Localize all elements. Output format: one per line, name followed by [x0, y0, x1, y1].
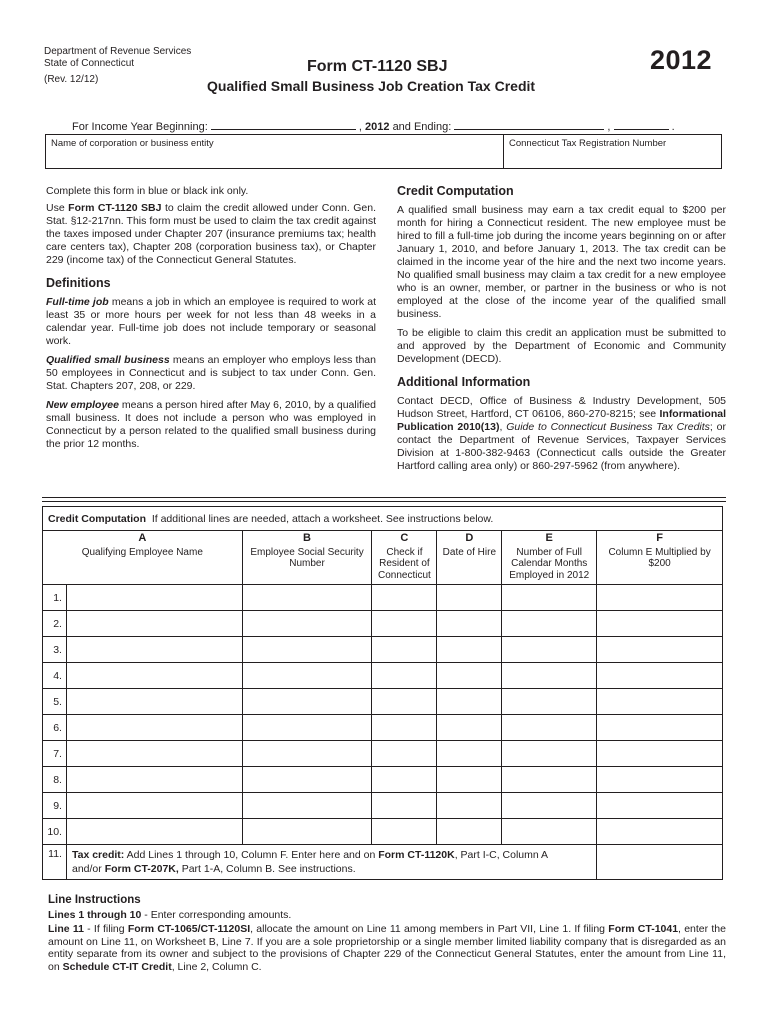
months-employed-field[interactable] [502, 793, 597, 819]
credit-computation-table [42, 506, 723, 880]
ssn-field[interactable] [242, 611, 372, 637]
addl-publication: Informational Publication 2010(13) [397, 408, 726, 433]
credit-amount-field[interactable] [597, 585, 723, 611]
def-qsb [46, 354, 376, 393]
months-employed-field[interactable] [502, 689, 597, 715]
col-e-label: Number of Full Calendar Months Employed in 2012 [509, 546, 590, 581]
hire-date-field[interactable] [437, 585, 502, 611]
employee-name-field[interactable] [66, 611, 242, 637]
agency-name [44, 46, 191, 86]
line-11-form-1: Form CT-1120K [378, 849, 455, 861]
ssn-field[interactable] [242, 689, 372, 715]
col-d-label: Date of Hire [442, 546, 497, 558]
employee-name-field[interactable] [66, 637, 242, 663]
def-new-term: New employee [46, 399, 119, 411]
line-number: 3. [43, 637, 67, 663]
col-b-header [242, 531, 372, 585]
resident-checkbox[interactable] [372, 637, 437, 663]
def-fulltime [46, 296, 376, 348]
table-header-row [43, 531, 723, 585]
col-e-header [502, 531, 597, 585]
resident-checkbox[interactable] [372, 793, 437, 819]
table-title: Credit Computation [48, 512, 146, 525]
section-divider [42, 497, 726, 502]
line-11-text-2: , Part I-C, Column A [454, 849, 549, 861]
credit-amount-field[interactable] [597, 637, 723, 663]
line-11-instr-f3: Schedule CT-IT Credit [62, 960, 172, 973]
line-number: 2. [43, 611, 67, 637]
income-year-end-year-field[interactable] [614, 118, 669, 130]
credit-amount-field[interactable] [597, 611, 723, 637]
col-f-header [597, 531, 723, 585]
line-11-form-2: Form CT-207K, [104, 863, 179, 875]
months-employed-field[interactable] [502, 637, 597, 663]
line-number: 5. [43, 689, 67, 715]
line-number: 8. [43, 767, 67, 793]
line-11-text-1: Add Lines 1 through 10, Column F. Enter here and on [124, 849, 379, 861]
hire-date-field[interactable] [437, 611, 502, 637]
ssn-field[interactable] [242, 741, 372, 767]
use-post: to claim the credit allowed under Conn. Gen. Stat. §12-217nn. This form must be used to claim the tax credit against the taxes imposed under Chapter 207 (insurance premiums tax; health care centers tax), Chapter 208 (corporation business tax), or Chapter 229 (income tax) of the Connecticut General Statutes. [46, 202, 377, 266]
table-note: If additional lines are needed, attach a worksheet. See instructions below. [151, 512, 494, 525]
income-year-ending-label: and Ending: [392, 121, 452, 133]
months-employed-field[interactable] [502, 715, 597, 741]
line-number: 4. [43, 663, 67, 689]
registration-number-field[interactable] [504, 135, 721, 168]
credit-amount-field[interactable] [597, 819, 723, 845]
use-pre: Use [46, 202, 69, 214]
col-d-header [437, 531, 502, 585]
credit-paragraph-2: To be eligible to claim this credit an application must be submitted to and approved by the Department of Economic and Community Development (DECD). [397, 327, 726, 365]
line-11-instr-t4: , Line 2, Column C. [171, 960, 262, 973]
tax-year: 2012 [650, 45, 713, 75]
use-paragraph [46, 202, 376, 267]
def-fulltime-term: Full-time job [46, 296, 109, 308]
table-row [43, 663, 723, 689]
credit-amount-field[interactable] [597, 689, 723, 715]
income-year-period: . [671, 121, 675, 133]
hire-date-field[interactable] [437, 741, 502, 767]
entity-info-box [45, 134, 722, 169]
table-row [43, 819, 723, 845]
col-a-header [43, 531, 243, 585]
resident-checkbox[interactable] [372, 767, 437, 793]
line-11-instr-t2: , allocate the amount on Line 11 among members in Part VII, Line 1. If filing [250, 923, 609, 935]
col-f-letter: F [656, 532, 663, 544]
employee-name-field[interactable] [66, 819, 242, 845]
months-employed-field[interactable] [502, 611, 597, 637]
revision-date: (Rev. 12/12) [44, 74, 99, 85]
table-row [43, 689, 723, 715]
employee-name-field[interactable] [66, 663, 242, 689]
line-11-text-4: Part 1-A, Column B. See instructions. [178, 863, 356, 875]
line-11-instr-f1: Form CT-1065/CT-1120SI [127, 923, 251, 935]
def-new [46, 399, 376, 451]
additional-info-heading: Additional Information [397, 375, 531, 389]
income-year-end-field[interactable] [454, 118, 604, 130]
ssn-field[interactable] [242, 793, 372, 819]
table-row [43, 741, 723, 767]
table-row [43, 793, 723, 819]
col-b-letter: B [303, 532, 311, 544]
hire-date-field[interactable] [437, 767, 502, 793]
line-instructions-heading: Line Instructions [48, 894, 141, 906]
months-employed-field[interactable] [502, 663, 597, 689]
income-year-beginning-label: For Income Year Beginning: [72, 121, 208, 133]
line-11-instr-f2: Form CT-1041 [608, 923, 679, 935]
table-title-row [43, 507, 723, 531]
def-new-text: means a person hired after May 6, 2010, by a qualified small business. It does not include a person who was employed in Connecticut by a person related to the qualified small business during the prior 12 months. [46, 399, 376, 450]
left-column [46, 185, 376, 457]
table-row [43, 611, 723, 637]
col-b-label: Employee Social Security Number [250, 546, 364, 569]
ssn-field[interactable] [242, 637, 372, 663]
line-11-instr-t3: , enter the amount on Line 11, on Worksheet B, Line 7. If you are a sole proprietorship or a single member limited liability company that is disregarded as an entity separate from its owner and subject to the provisions of Chapter 229 of the Connecticut General Statutes, enter the amount from Line 11, on [48, 923, 726, 973]
line-number: 6. [43, 715, 67, 741]
ssn-field[interactable] [242, 767, 372, 793]
additional-info-paragraph [397, 395, 726, 473]
months-employed-field[interactable] [502, 585, 597, 611]
table-row [43, 767, 723, 793]
employee-name-field[interactable] [66, 715, 242, 741]
months-employed-field[interactable] [502, 819, 597, 845]
employee-name-field[interactable] [66, 585, 242, 611]
addl-pre: Contact DECD, Office of Business & Industry Development, 505 Hudson Street, Hartford, CT 06106, 860-270-8215; see [397, 395, 726, 420]
lines-1-10-label: Lines 1 through 10 [48, 908, 142, 921]
line-11-instr-label: Line 11 [48, 923, 84, 935]
income-year-end-comma: , [607, 121, 611, 133]
table-row [43, 637, 723, 663]
hire-date-field[interactable] [437, 663, 502, 689]
resident-checkbox[interactable] [372, 715, 437, 741]
col-c-label: Check if Resident of Connecticut [378, 546, 431, 581]
employee-name-field[interactable] [66, 689, 242, 715]
form-subtitle: Qualified Small Business Job Creation Tax Credit [207, 78, 536, 94]
def-fulltime-text: means a job in which an employee is required to work at least 35 or more hours per week for not less than 48 weeks in a calendar year. Full-time job does not include temporary or seasonal work. [46, 296, 376, 347]
employee-name-field[interactable] [66, 767, 242, 793]
col-e-letter: E [545, 532, 553, 544]
col-c-letter: C [400, 532, 409, 544]
resident-checkbox[interactable] [372, 663, 437, 689]
col-c-header [372, 531, 437, 585]
table-row [43, 585, 723, 611]
col-d-letter: D [465, 532, 474, 544]
hire-date-field[interactable] [437, 715, 502, 741]
credit-amount-field[interactable] [597, 715, 723, 741]
credit-amount-field[interactable] [597, 663, 723, 689]
table-row [43, 715, 723, 741]
resident-checkbox[interactable] [372, 819, 437, 845]
line-instructions [48, 894, 726, 973]
hire-date-field[interactable] [437, 793, 502, 819]
addl-post: ; or contact the Department of Revenue Services, Taxpayer Services Division at 1-800-382-9463 (Connecticut calls outside the Greater Hartford calling area only) or 860-297-5962 (from anywhere). [397, 421, 726, 472]
income-year-line [72, 118, 675, 133]
agency-line-2: State of Connecticut [44, 58, 135, 69]
lines-1-10-text: - Enter corresponding amounts. [141, 908, 292, 921]
line-number: 9. [43, 793, 67, 819]
months-employed-field[interactable] [502, 741, 597, 767]
employee-name-field[interactable] [66, 741, 242, 767]
resident-checkbox[interactable] [372, 585, 437, 611]
resident-checkbox[interactable] [372, 689, 437, 715]
ssn-field[interactable] [242, 585, 372, 611]
addl-guide: Guide to Connecticut Business Tax Credits [506, 421, 710, 433]
resident-checkbox[interactable] [372, 741, 437, 767]
credit-amount-field[interactable] [597, 793, 723, 819]
income-year-comma: , [358, 121, 362, 133]
income-year-2012: 2012 [365, 121, 390, 133]
col-a-label: Qualifying Employee Name [81, 546, 203, 558]
credit-computation-heading: Credit Computation [397, 184, 514, 198]
ink-instruction: Complete this form in blue or black ink only. [46, 185, 249, 197]
hire-date-field[interactable] [437, 819, 502, 845]
credit-amount-field[interactable] [597, 767, 723, 793]
line-11-number: 11. [43, 845, 67, 880]
line-11-label: Tax credit: [71, 849, 125, 861]
line-11-description [66, 845, 596, 880]
line-number: 1. [43, 585, 67, 611]
form-title: Form CT-1120 SBJ [307, 58, 448, 75]
line-11-amount-field[interactable] [597, 845, 723, 880]
def-qsb-text: means an employer who employs less than 50 employees in Connecticut and is subject to tax under Conn. Gen. Stat. Chapters 207, 208, or 229. [46, 354, 376, 392]
credit-amount-field[interactable] [597, 741, 723, 767]
line-number: 10. [43, 819, 67, 845]
def-qsb-term: Qualified small business [46, 354, 170, 366]
agency-line-1: Department of Revenue Services [44, 46, 192, 57]
use-form-ref: Form CT-1120 SBJ [68, 202, 162, 214]
line-number: 7. [43, 741, 67, 767]
registration-number-label: Connecticut Tax Registration Number [509, 138, 667, 149]
credit-paragraph-1: A qualified small business may earn a tax credit equal to $200 per month for hiring a Connecticut resident. The new employee must be hired to fill a full-time job during the income years beginning on or after January 1, 2010, and before January 1, 2013. The tax credit can be claimed in the income year of the hire and the next two income years. No qualified small business may claim a tax credit for a new employee who is an owner, member, or partner in the business or who is not employed at the close of the income year of the qualified small business. [397, 204, 726, 320]
line-11-text-3: and/or [71, 863, 105, 875]
col-f-label: Column E Multiplied by $200 [608, 546, 711, 569]
employee-name-field[interactable] [66, 793, 242, 819]
line-11-instruction [48, 923, 726, 973]
line-11-instr-t1: - If filing [83, 923, 128, 935]
line-11-row [43, 845, 723, 880]
hire-date-field[interactable] [437, 689, 502, 715]
income-year-begin-field[interactable] [211, 118, 356, 130]
addl-comma: , [499, 421, 507, 433]
corporation-name-label: Name of corporation or business entity [51, 138, 214, 149]
definitions-heading: Definitions [46, 276, 111, 290]
right-column [397, 185, 726, 479]
ssn-field[interactable] [242, 819, 372, 845]
months-employed-field[interactable] [502, 767, 597, 793]
ssn-field[interactable] [242, 715, 372, 741]
ssn-field[interactable] [242, 663, 372, 689]
col-a-letter: A [138, 532, 147, 544]
resident-checkbox[interactable] [372, 611, 437, 637]
corporation-name-field[interactable] [46, 135, 504, 168]
hire-date-field[interactable] [437, 637, 502, 663]
lines-1-10-instruction [48, 909, 726, 922]
